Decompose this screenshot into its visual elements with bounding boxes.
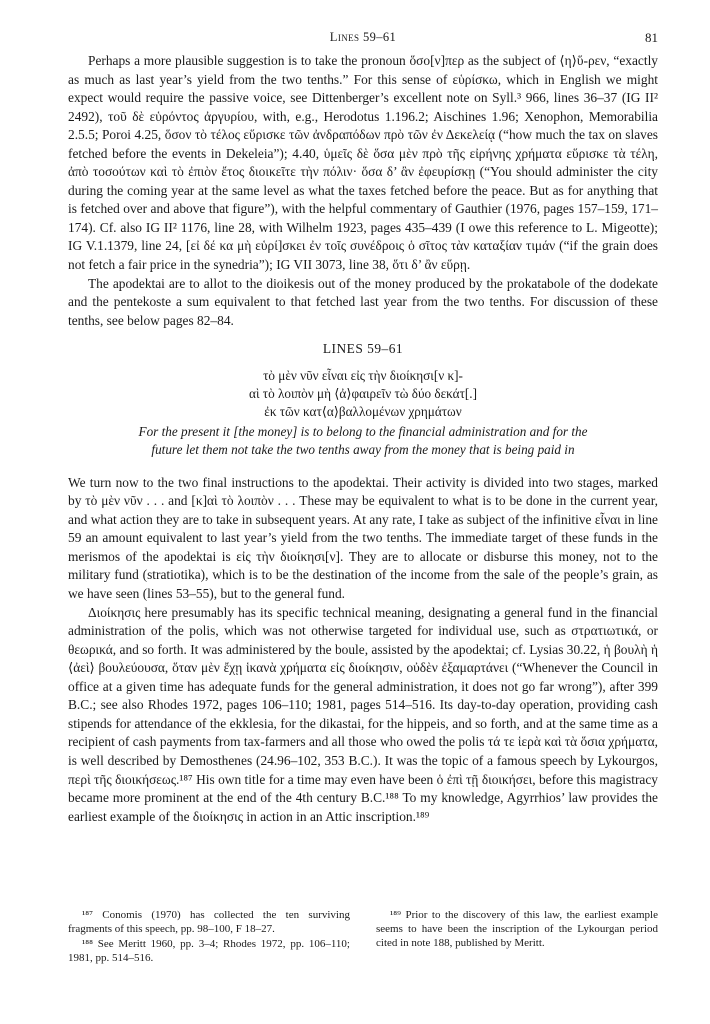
inscription-line: τὸ μὲν νῦν εἶναι εἰς τὴν διοίκησι[ν κ]- — [263, 367, 463, 383]
translation-line: For the present it [the money] is to belong to the financial administration and for the — [138, 423, 588, 439]
paragraph-apodektai-allot: The apodektai are to allot to the dioikesis out of the money produced by the prokatabole of the dodekate and the pentekoste a sum equivalent to that fetched last year from the two tenths. For discussion of these tenths, see below pages 82–84. — [68, 275, 658, 328]
page — [68, 30, 658, 826]
footnote-187: ¹⁸⁷ Conomis (1970) has collected the ten surviving fragments of this speech, pp. 98–100, F 18–27. — [68, 909, 350, 935]
footnotes-left-column — [68, 908, 350, 966]
inscription-text — [68, 367, 658, 421]
footnote-188: ¹⁸⁸ See Meritt 1960, pp. 3–4; Rhodes 1972, pp. 106–110; 1981, pp. 514–516. — [68, 938, 350, 964]
inscription-line: ἐκ τῶν κατ⟨α⟩βαλλομένων χρημάτων — [264, 403, 462, 419]
footnote-189: ¹⁸⁹ Prior to the discovery of this law, the earliest example seems to have been the inscription of the Lykourgan period cited in note 188, published by Meritt. — [376, 909, 658, 949]
body-text — [68, 52, 658, 826]
page-header — [68, 30, 658, 52]
running-head: Lines 59–61 — [329, 30, 397, 44]
paragraph-final-instructions: We turn now to the two final instructions to the apodektai. Their activity is divided into two stages, marked by τὸ μὲν νῦν . . . and [κ]αὶ τὸ λοιπὸν . . . These may be equivalent to what is to be done in the current year, and what action they are to take in subsequent years. At any rate, I take as subject of the infinitive εἶναι in line 59 an amount equivalent to last year’s yield from the two tenths. The immediate target of these funds in the merismos of the apodektai is εἰς τὴν διοίκησι[ν]. They are to allocate or disburse this money, not to the military fund (stratiotika), which is to be the destination of the income from the sale of the people’s grain, as we have seen (lines 53–55), but to the general fund. — [68, 474, 658, 602]
page-number: 81 — [645, 30, 658, 45]
footnotes — [68, 908, 658, 966]
translation-line: future let them not take the two tenths away from the money that is being paid in — [151, 442, 575, 458]
inscription-line: αὶ τὸ λοιπὸν μὴ ⟨ἀ⟩φαιρεῖν τὼ δύο δεκάτ[.] — [249, 385, 477, 401]
paragraph-dioikesis: Διοίκησις here presumably has its specific technical meaning, designating a general fund in the financial administration of the polis, which was not otherwise targeted for individual use, such as στρατιωτικά, or θεωρικά, and so forth. It was administered by the boule, assisted by the apodektai; cf. Lysias 30.22, ἡ βουλὴ ἡ ⟨ἀεὶ⟩ βουλεύουσα, ὅταν μὲν ἔχῃ ἱκανὰ χρήματα εἰς διοίκησιν, οὐδὲν ἐξαμαρτάνει (“Whenever the Council in office at a given time has adequate funds for the general administration, it does not go far wrong”), after 399 B.C.; see also Rhodes 1972, pages 106–110; 1981, pages 514–516. Its day-to-day operation, providing cash stipends for attendance of the ekklesia, for the dikastai, for the hippeis, and so forth, and at the same time as a recipient of cash payments from tax-farmers and all those who owed the polis τά τε ἱερὰ καὶ τὰ ὅσια χρήματα, is well described by Demosthenes (24.96–102, 353 B.C.). It was the topic of a famous speech by Lykourgos, περὶ τῆς διοικήσεως.¹⁸⁷ His own title for a time may even have been ὁ ἐπὶ τῇ διοικήσει, before this magistracy became more prominent at the end of the 4th century B.C.¹⁸⁸ To my knowledge, Agyrrhios’ law provides the earliest example of the διοίκησις in action in an Attic inscription.¹⁸⁹ — [68, 604, 658, 824]
footnotes-right-column — [376, 908, 658, 966]
translation — [68, 423, 658, 460]
paragraph-eurisko: Perhaps a more plausible suggestion is to take the pronoun ὅσο[ν]περ as the subject of ⟨η⟩ὕ-ρεν, “exactly as much as last year’s yield from the two tenths.” For this sense of εὑρίσκω, which in English we might expect would require the passive voice, see Dittenberger’s excellent note on Syll.³ 966, lines 36–37 (IG II² 2492), τοῦ δὲ εὑρόντος ἀργυρίου, with, e.g., Herodotus 1.196.2; Aischines 1.96; Xenophon, Memorabilia 2.5.5; Poroi 4.25, ὅσον τὸ τέλος εὕρισκε τῶν ἀνδραπόδων πρὸ τῶν ἐν Δεκελείᾳ (“how much the tax on slaves fetched before the events in Dekeleia”); 4.40, ὑμεῖς δὲ ὅσα μὲν πρὸ τῆς εἰρήνης χρήματα εὕρισκε τὰ τέλη, ἀπὸ τοσούτων καὶ τὸ ἐπιὸν ἔτος διοικεῖτε τὴν πόλιν· ὅσα δ’ ἂν ἐφευρίσκῃ (“You should administer the city during the coming year at the same level as what the taxes fetched before the peace. But as for anything that is fetched over and above that figure”), with the helpful commentary of Gauthier (1976, pages 157–159, 171–174). Cf. also IG II² 1176, line 28, with Wilhelm 1923, pages 435–439 (I owe this reference to L. Migeotte); IG V.1.1379, line 24, [εἰ δέ κα μὴ εὑρί]σκει ἐν τοῖς συνέδροις ὁ σῖτος τὰν καταξίαν τιμάν (“if the grain does not fetch a fair price in the synedria”); IG VII 3073, line 38, ὅτι δ’ ἂν εὕρῃ. — [68, 53, 658, 273]
section-heading: LINES 59–61 — [322, 341, 404, 357]
